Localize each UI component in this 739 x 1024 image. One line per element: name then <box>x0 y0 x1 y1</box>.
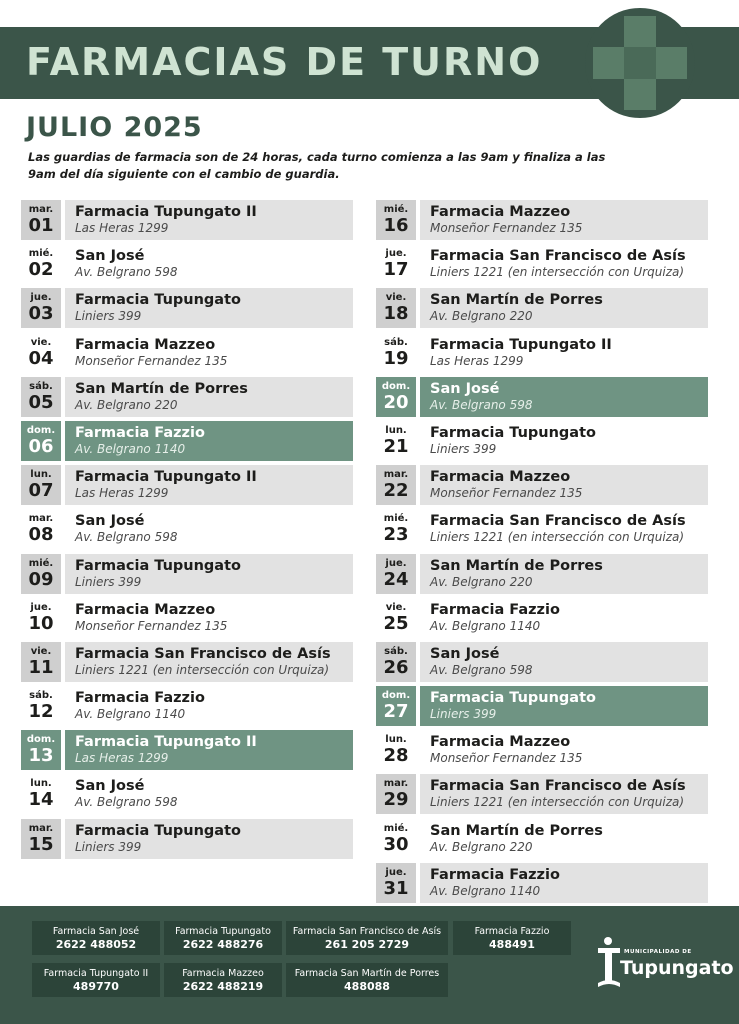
pharmacy-info <box>420 598 708 638</box>
pharmacy-address: Av. Belgrano 1140 <box>430 883 541 898</box>
date-box <box>21 200 61 240</box>
day-number: 29 <box>383 789 409 811</box>
contact-name: Farmacia Fazzio <box>474 926 550 937</box>
pharmacy-address: Liniers 399 <box>430 707 497 722</box>
pharmacy-info <box>420 730 708 770</box>
contact-phone: 489770 <box>73 980 119 993</box>
pharmacy-info <box>65 819 353 859</box>
contact-phone: 488088 <box>344 980 390 993</box>
intro-text: Las guardias de farmacia son de 24 horas, cada turno comienza a las 9am y finaliza a las 9am del día siguiente con el cambio de guardia. <box>28 150 606 181</box>
pharmacy-address: Las Heras 1299 <box>430 353 524 368</box>
day-of-week: lun. <box>385 424 407 436</box>
date-box <box>376 598 416 638</box>
schedule-row <box>21 375 353 419</box>
schedule-row <box>376 596 708 640</box>
pharmacy-address: Monseñor Fernandez 135 <box>75 618 228 633</box>
contact-name: Farmacia Mazzeo <box>182 968 264 979</box>
pharmacy-name: San José <box>75 248 145 265</box>
day-number: 04 <box>28 347 54 369</box>
date-box <box>376 244 416 284</box>
pharmacy-name: Farmacia Tupungato II <box>430 336 612 353</box>
schedule-column-left <box>21 198 353 861</box>
day-number: 12 <box>28 701 54 723</box>
date-box <box>376 377 416 417</box>
pharmacy-info <box>65 288 353 328</box>
day-of-week: lun. <box>30 778 52 790</box>
day-number: 16 <box>383 215 409 236</box>
pharmacy-info <box>420 819 708 859</box>
page-title: FARMACIAS DE TURNO <box>26 40 543 84</box>
date-box <box>376 686 416 726</box>
pharmacy-info <box>420 465 708 505</box>
date-box <box>21 288 61 328</box>
date-box <box>21 377 61 417</box>
day-of-week: vie. <box>30 336 52 348</box>
day-number: 25 <box>383 612 409 634</box>
pharmacy-address: Av. Belgrano 220 <box>430 574 533 589</box>
day-number: 21 <box>383 435 409 457</box>
pharmacy-address: Av. Belgrano 598 <box>75 795 178 810</box>
pharmacy-name: Farmacia Tupungato <box>430 424 596 441</box>
day-of-week: vie. <box>385 292 407 304</box>
pharmacy-info <box>65 377 353 417</box>
contact-phone: 488491 <box>489 938 535 951</box>
contact-phone: 2622 488052 <box>55 938 137 951</box>
date-box <box>376 465 416 505</box>
day-number: 01 <box>28 215 54 236</box>
day-of-week: jue. <box>385 866 407 878</box>
pharmacy-address: Av. Belgrano 1140 <box>75 707 186 722</box>
pharmacy-name: Farmacia Mazzeo <box>430 469 571 486</box>
schedule-row <box>376 684 708 728</box>
day-number: 19 <box>383 347 409 369</box>
pharmacy-info <box>420 333 708 373</box>
pharmacy-name: Farmacia Mazzeo <box>75 336 216 353</box>
day-of-week: sáb. <box>384 645 408 657</box>
pharmacy-info <box>65 465 353 505</box>
day-of-week: mar. <box>383 778 409 790</box>
pharmacy-address: Liniers 399 <box>75 574 142 589</box>
pharmacy-address: Av. Belgrano 220 <box>430 839 533 854</box>
pharmacy-name: Farmacia Mazzeo <box>430 734 571 751</box>
pharmacy-info <box>420 509 708 549</box>
day-number: 05 <box>28 391 54 413</box>
day-number: 18 <box>383 303 409 325</box>
day-of-week: mar. <box>28 513 54 525</box>
pharmacy-name: Farmacia Tupungato <box>75 292 241 309</box>
pharmacy-info <box>65 686 353 726</box>
date-box <box>21 421 61 461</box>
day-number: 02 <box>28 259 54 281</box>
pharmacy-info <box>420 421 708 461</box>
schedule-row <box>376 817 708 861</box>
pharmacy-address: Monseñor Fernandez 135 <box>75 353 228 368</box>
schedule-row <box>21 684 353 728</box>
day-of-week: mié. <box>383 822 409 834</box>
date-box <box>21 333 61 373</box>
day-of-week: mié. <box>383 513 409 525</box>
day-number: 20 <box>383 391 409 413</box>
date-box <box>21 598 61 638</box>
contact-name: Farmacia Tupungato <box>175 926 271 937</box>
pharmacy-name: Farmacia Mazzeo <box>430 204 571 220</box>
pharmacy-info <box>65 774 353 814</box>
pharmacy-info <box>420 244 708 284</box>
pharmacy-address: Av. Belgrano 598 <box>430 397 533 412</box>
pharmacy-name: Farmacia Tupungato <box>430 690 596 707</box>
contact-phone: 2622 488219 <box>182 980 264 993</box>
pharmacy-address: Las Heras 1299 <box>75 486 169 501</box>
day-number: 28 <box>383 745 409 767</box>
contact-card <box>32 963 160 997</box>
day-number: 03 <box>28 303 54 325</box>
pharmacy-address: Liniers 399 <box>430 441 497 456</box>
day-number: 09 <box>28 568 54 590</box>
pharmacy-info <box>65 730 353 770</box>
contact-card <box>453 921 571 955</box>
date-box <box>376 421 416 461</box>
pharmacy-name: Farmacia San Francisco de Asís <box>75 645 331 662</box>
day-of-week: dom. <box>381 380 411 392</box>
day-number: 07 <box>28 480 54 502</box>
date-box <box>21 509 61 549</box>
day-number: 13 <box>28 745 54 767</box>
day-of-week: mié. <box>28 557 54 569</box>
pharmacy-name: San José <box>430 380 500 397</box>
contact-name: Farmacia Tupungato II <box>43 968 149 979</box>
pharmacy-address: Monseñor Fernandez 135 <box>430 751 583 766</box>
pharmacy-info <box>420 288 708 328</box>
logo-name: Tupungato <box>620 957 734 979</box>
schedule-row <box>376 463 708 507</box>
pharmacy-info <box>420 863 708 903</box>
date-box <box>376 863 416 903</box>
schedule-row <box>21 596 353 640</box>
day-of-week: jue. <box>30 292 52 304</box>
date-box <box>376 288 416 328</box>
pharmacy-name: San José <box>75 778 145 795</box>
pharmacy-address: Monseñor Fernandez 135 <box>430 486 583 501</box>
pharmacy-address: Las Heras 1299 <box>75 751 169 766</box>
day-number: 14 <box>28 789 54 811</box>
day-number: 30 <box>383 833 409 855</box>
schedule-row <box>376 552 708 596</box>
contact-card <box>32 921 160 955</box>
pharmacy-name: San José <box>75 513 145 530</box>
schedule-row <box>376 375 708 419</box>
date-box <box>21 730 61 770</box>
schedule-row <box>376 507 708 551</box>
schedule-row <box>376 861 708 905</box>
day-number: 22 <box>383 480 409 502</box>
pharmacy-address: Av. Belgrano 1140 <box>430 618 541 633</box>
contact-phone: 2622 488276 <box>182 938 264 951</box>
day-of-week: jue. <box>385 557 407 569</box>
day-number: 17 <box>383 259 409 281</box>
date-box <box>21 465 61 505</box>
pharmacy-name: Farmacia San Francisco de Asís <box>430 778 686 795</box>
pharmacy-name: San José <box>430 645 500 662</box>
contact-card <box>164 921 282 955</box>
schedule-row <box>21 419 353 463</box>
pharmacy-name: Farmacia Fazzio <box>430 601 560 618</box>
pharmacy-name: Farmacia Tupungato II <box>75 469 257 486</box>
date-box <box>376 774 416 814</box>
day-of-week: mar. <box>28 204 54 215</box>
pharmacy-info <box>420 200 708 240</box>
schedule-row <box>376 242 708 286</box>
schedule-row <box>21 286 353 330</box>
date-box <box>376 554 416 594</box>
schedule-row <box>21 728 353 772</box>
schedule-column-right <box>376 198 708 905</box>
contact-phone: 261 205 2729 <box>324 938 410 951</box>
pharmacy-name: San Martín de Porres <box>75 380 248 397</box>
schedule-row <box>21 331 353 375</box>
day-of-week: jue. <box>30 601 52 613</box>
date-box <box>21 554 61 594</box>
pharmacy-address: Liniers 1221 (en intersección con Urquiza) <box>430 795 685 810</box>
pharmacy-address: Liniers 1221 (en intersección con Urquiza) <box>430 530 685 545</box>
day-number: 08 <box>28 524 54 546</box>
date-box <box>376 200 416 240</box>
date-box <box>376 642 416 682</box>
day-of-week: sáb. <box>384 336 408 348</box>
day-number: 06 <box>28 435 54 457</box>
day-number: 23 <box>383 524 409 546</box>
pharmacy-info <box>420 774 708 814</box>
schedule-row <box>376 286 708 330</box>
pharmacy-name: Farmacia Tupungato <box>75 822 241 839</box>
pharmacy-address: Liniers 399 <box>75 839 142 854</box>
pharmacy-address: Av. Belgrano 220 <box>75 397 178 412</box>
date-box <box>21 244 61 284</box>
day-number: 15 <box>28 833 54 855</box>
pharmacy-info <box>420 686 708 726</box>
pharmacy-address: Av. Belgrano 598 <box>430 662 533 677</box>
date-box <box>376 819 416 859</box>
day-of-week: lun. <box>30 469 52 481</box>
schedule-row <box>21 242 353 286</box>
pharmacy-info <box>420 554 708 594</box>
day-of-week: dom. <box>26 424 56 436</box>
contact-name: Farmacia San Francisco de Asís <box>292 926 442 937</box>
schedule-row <box>21 817 353 861</box>
day-of-week: jue. <box>385 248 407 260</box>
pharmacy-name: Farmacia San Francisco de Asís <box>430 513 686 530</box>
schedule-row <box>376 772 708 816</box>
schedule-row <box>21 640 353 684</box>
schedule-row <box>376 198 708 242</box>
date-box <box>376 509 416 549</box>
schedule-row <box>376 331 708 375</box>
pharmacy-address: Av. Belgrano 598 <box>75 265 178 280</box>
pharmacy-name: San Martín de Porres <box>430 822 603 839</box>
day-of-week: mar. <box>383 469 409 481</box>
date-box <box>21 642 61 682</box>
date-box <box>376 333 416 373</box>
pharmacy-info <box>65 554 353 594</box>
pharmacy-name: San Martín de Porres <box>430 292 603 309</box>
pharmacy-info <box>65 642 353 682</box>
contact-name: Farmacia San José <box>52 926 140 937</box>
contact-card <box>286 921 448 955</box>
municipality-logo <box>594 935 734 995</box>
logo-subtitle: MUNICIPALIDAD DE <box>624 949 692 955</box>
pharmacy-address: Av. Belgrano 598 <box>75 530 178 545</box>
pharmacy-name: Farmacia Mazzeo <box>75 601 216 618</box>
schedule-row <box>21 198 353 242</box>
pharmacy-name: Farmacia Tupungato <box>75 557 241 574</box>
schedule-row <box>376 640 708 684</box>
pharmacy-name: Farmacia Tupungato II <box>75 204 257 220</box>
day-number: 10 <box>28 612 54 634</box>
date-box <box>21 686 61 726</box>
day-of-week: sáb. <box>29 380 53 392</box>
schedule-row <box>21 463 353 507</box>
month-title: JULIO 2025 <box>26 112 203 143</box>
pharmacy-info <box>65 244 353 284</box>
pharmacy-info <box>65 333 353 373</box>
pharmacy-address: Av. Belgrano 1140 <box>75 441 186 456</box>
day-number: 26 <box>383 656 409 678</box>
pharmacy-info <box>65 421 353 461</box>
pharmacy-address: Liniers 1221 (en intersección con Urquiza) <box>430 265 685 280</box>
pharmacy-name: Farmacia San Francisco de Asís <box>430 248 686 265</box>
day-of-week: sáb. <box>29 690 53 702</box>
day-of-week: vie. <box>30 645 52 657</box>
pharmacy-name: Farmacia Tupungato II <box>75 734 257 751</box>
contact-card <box>164 963 282 997</box>
day-number: 24 <box>383 568 409 590</box>
pharmacy-address: Monseñor Fernandez 135 <box>430 221 583 235</box>
day-of-week: dom. <box>381 690 411 702</box>
date-box <box>21 774 61 814</box>
pharmacy-info <box>420 377 708 417</box>
pharmacy-info <box>65 598 353 638</box>
day-of-week: vie. <box>385 601 407 613</box>
day-of-week: mié. <box>28 248 54 260</box>
schedule-row <box>21 772 353 816</box>
day-of-week: lun. <box>385 734 407 746</box>
pharmacy-address: Las Heras 1299 <box>75 221 169 235</box>
schedule-row <box>376 419 708 463</box>
pharmacy-cross-icon <box>585 8 695 118</box>
date-box <box>21 819 61 859</box>
day-of-week: mar. <box>28 822 54 834</box>
pharmacy-address: Liniers 1221 (en intersección con Urquiza) <box>75 662 330 677</box>
pharmacy-info <box>420 642 708 682</box>
pharmacy-address: Liniers 399 <box>75 309 142 324</box>
pharmacy-name: San Martín de Porres <box>430 557 603 574</box>
pharmacy-address: Av. Belgrano 220 <box>430 309 533 324</box>
schedule-row <box>376 728 708 772</box>
pharmacy-name: Farmacia Fazzio <box>75 690 205 707</box>
schedule-row <box>21 552 353 596</box>
pharmacy-name: Farmacia Fazzio <box>430 866 560 883</box>
day-number: 11 <box>28 656 54 678</box>
day-number: 31 <box>383 877 409 899</box>
pharmacy-name: Farmacia Fazzio <box>75 424 205 441</box>
schedule-row <box>21 507 353 551</box>
day-of-week: mié. <box>383 204 409 215</box>
day-number: 27 <box>383 701 409 723</box>
pharmacy-info <box>65 509 353 549</box>
day-of-week: dom. <box>26 734 56 746</box>
contact-card <box>286 963 448 997</box>
pharmacy-info <box>65 200 353 240</box>
date-box <box>376 730 416 770</box>
contact-name: Farmacia San Martín de Porres <box>294 968 440 979</box>
